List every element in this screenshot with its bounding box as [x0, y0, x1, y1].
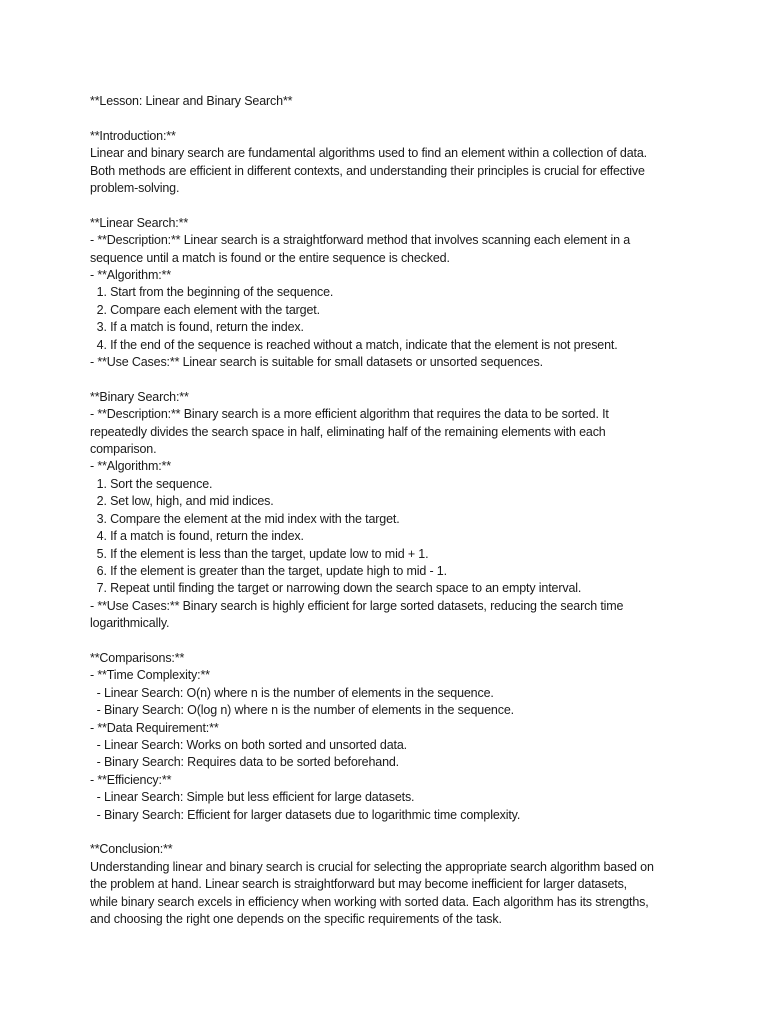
text-line: 3. If a match is found, return the index.: [90, 320, 304, 335]
blank-line: [90, 110, 690, 127]
text-line: 7. Repeat until finding the target or narrowing down the search space to an empty interval.: [90, 581, 582, 596]
text-line: - **Algorithm:**: [90, 459, 171, 474]
blank-line: [90, 824, 690, 841]
text-line: 1. Sort the sequence.: [90, 476, 213, 491]
text-line: logarithmically.: [90, 616, 170, 631]
text-line: - **Efficiency:**: [90, 772, 172, 787]
text-line: - **Time Complexity:**: [90, 668, 210, 683]
text-line: comparison.: [90, 442, 157, 457]
text-line: while binary search excels in efficiency when working with sorted data. Each algorithm has its strengths,: [90, 894, 649, 909]
text-line: **Lesson: Linear and Binary Search**: [90, 94, 293, 108]
text-line: and choosing the right one depends on the specific requirements of the task.: [90, 912, 502, 927]
text-line: 4. If the end of the sequence is reached without a match, indicate that the element is not present.: [90, 337, 618, 352]
blank-line: [90, 371, 690, 388]
text-line: - Binary Search: O(log n) where n is the number of elements in the sequence.: [90, 703, 514, 718]
text-line: 1. Start from the beginning of the sequence.: [90, 285, 334, 300]
text-line: Linear and binary search are fundamental algorithms used to find an element within a collection of data.: [90, 146, 647, 161]
text-line: **Comparisons:**: [90, 650, 185, 665]
text-line: 4. If a match is found, return the index.: [90, 529, 304, 544]
document-body: [90, 93, 690, 928]
text-line: **Binary Search:**: [90, 389, 189, 404]
text-line: Understanding linear and binary search is crucial for selecting the appropriate search algorithm based on: [90, 859, 654, 874]
blank-line: [90, 197, 690, 214]
text-line: problem-solving.: [90, 181, 180, 196]
text-line: - Binary Search: Efficient for larger datasets due to logarithmic time complexity.: [90, 807, 521, 822]
text-line: 2. Compare each element with the target.: [90, 302, 320, 317]
text-line: **Introduction:**: [90, 128, 176, 143]
text-line: - Linear Search: Works on both sorted and unsorted data.: [90, 737, 407, 752]
text-line: - Linear Search: Simple but less efficient for large datasets.: [90, 790, 415, 805]
text-line: sequence until a match is found or the entire sequence is checked.: [90, 250, 450, 265]
text-line: **Linear Search:**: [90, 215, 189, 230]
text-line: Both methods are efficient in different contexts, and understanding their principles is crucial for effective: [90, 163, 645, 178]
text-line: - Binary Search: Requires data to be sorted beforehand.: [90, 755, 399, 770]
text-line: **Conclusion:**: [90, 842, 173, 857]
text-line: - Linear Search: O(n) where n is the number of elements in the sequence.: [90, 685, 494, 700]
text-line: 5. If the element is less than the target, update low to mid + 1.: [90, 546, 429, 561]
text-line: 3. Compare the element at the mid index with the target.: [90, 511, 400, 526]
text-line: the problem at hand. Linear search is straightforward but may become inefficient for larger datasets,: [90, 877, 627, 892]
text-line: 6. If the element is greater than the target, update high to mid - 1.: [90, 563, 447, 578]
text-line: - **Data Requirement:**: [90, 720, 219, 735]
text-line: - **Algorithm:**: [90, 268, 171, 283]
text-line: - **Description:** Linear search is a straightforward method that involves scanning each element in a: [90, 233, 631, 248]
text-line: - **Use Cases:** Linear search is suitable for small datasets or unsorted sequences.: [90, 355, 543, 370]
text-line: repeatedly divides the search space in half, eliminating half of the remaining elements with each: [90, 424, 606, 439]
text-line: 2. Set low, high, and mid indices.: [90, 494, 274, 509]
text-line: - **Description:** Binary search is a more efficient algorithm that requires the data to be sorted. It: [90, 407, 609, 422]
text-line: - **Use Cases:** Binary search is highly efficient for large sorted datasets, reducing the search time: [90, 598, 624, 613]
blank-line: [90, 633, 690, 650]
